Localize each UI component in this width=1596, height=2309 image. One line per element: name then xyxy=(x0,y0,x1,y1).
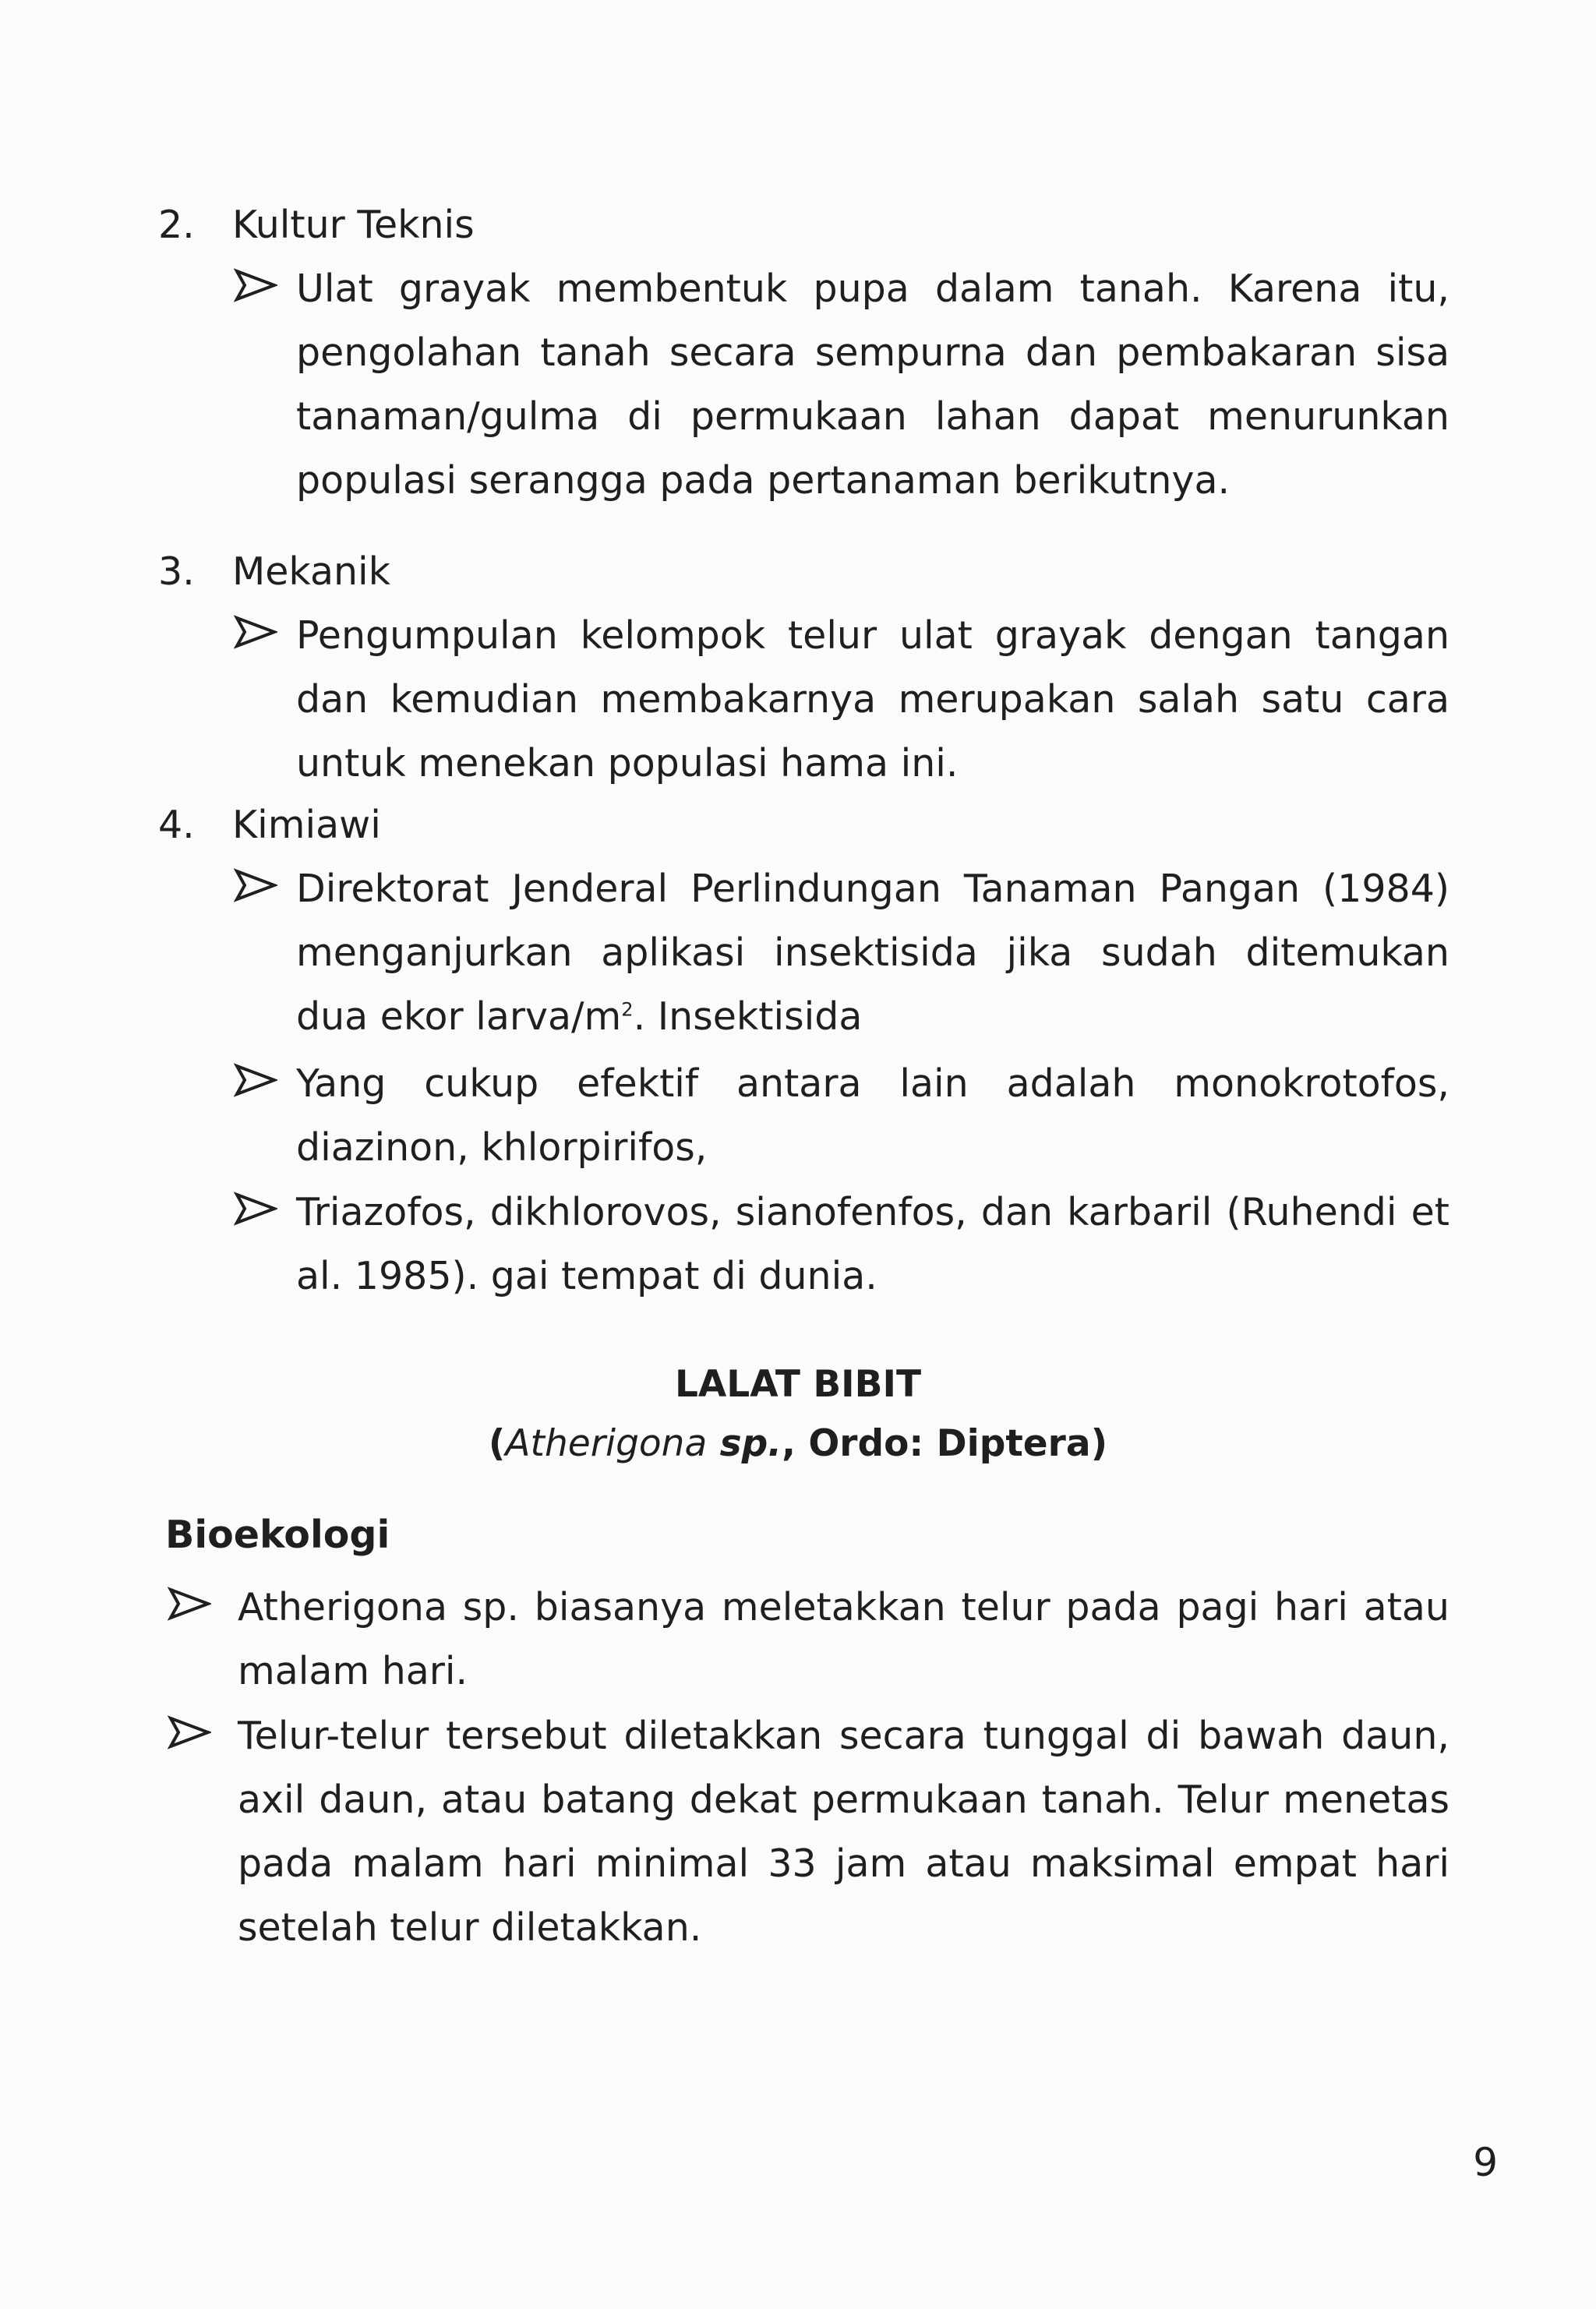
bullet-text-main: Direktorat Jenderal Perlindungan Tanaman Pangan (1984) menganjurkan aplikasi insektisida jika sudah ditemukan dua ekor larva/m xyxy=(296,867,1449,1039)
bullet-text: Yang cukup efektif antara lain adalah monokrotofos, diazinon, khlorpirifos, xyxy=(296,1061,1449,1170)
bullet-text-tail: . Insektisida xyxy=(633,994,863,1039)
superscript: 2 xyxy=(621,998,634,1021)
section-number: 2. xyxy=(158,203,195,247)
section-number: 4. xyxy=(158,803,195,847)
arrowhead-bullet-icon xyxy=(168,1587,213,1622)
arrowhead-bullet-icon xyxy=(234,868,279,904)
bullet-text: Pengumpulan kelompok telur ulat grayak dengan tangan dan kemudian membakarnya merupakan salah satu cara untuk menekan populasi hama ini. xyxy=(296,613,1449,786)
section-title: Kimiawi xyxy=(232,803,381,847)
arrowhead-bullet-icon xyxy=(234,1063,279,1099)
subtitle-genus: Atherigona xyxy=(505,1422,708,1465)
bullet-text: Ulat grayak membentuk pupa dalam tanah. Karena itu, pengolahan tanah secara sempurna dan pembakaran sisa tanaman/gulma di permukaan lahan dapat menurunkan populasi serangga pada pertanaman berikutnya. xyxy=(296,267,1449,503)
page-number: 9 xyxy=(1473,2140,1498,2185)
arrowhead-bullet-icon xyxy=(168,1715,213,1751)
arrowhead-bullet-icon xyxy=(234,615,279,651)
species-title: LALAT BIBIT xyxy=(674,1363,922,1406)
bullet-text: Telur-telur tersebut diletakkan secara tunggal di bawah daun, axil daun, atau batang dekat permukaan tanah. Telur menetas pada malam hari minimal 33 jam atau maksimal empat hari setelah telur diletakkan. xyxy=(238,1714,1449,1950)
section-heading-kimiawi xyxy=(158,793,381,857)
bullet-text xyxy=(296,857,1449,1049)
section-title: Kultur Teknis xyxy=(232,203,475,247)
section-number: 3. xyxy=(158,549,195,594)
section-heading-mekanik xyxy=(158,540,390,604)
section-title: Mekanik xyxy=(232,549,391,594)
species-subtitle xyxy=(0,1417,1596,1471)
bullet-text: Atherigona sp. biasanya meletakkan telur pada pagi hari atau malam hari. xyxy=(238,1585,1449,1693)
subtitle-sp: sp. xyxy=(719,1422,782,1465)
arrowhead-bullet-icon xyxy=(234,1192,279,1227)
section-heading-kultur-teknis xyxy=(158,193,475,257)
bioekologi-heading: Bioekologi xyxy=(165,1513,390,1557)
bullet-text: Triazofos, dikhlorovos, sianofenfos, dan karbaril (Ruhendi et al. 1985). gai tempat di dunia. xyxy=(296,1190,1449,1298)
subtitle-open-paren: ( xyxy=(488,1422,506,1465)
subtitle-order: , Ordo: Diptera) xyxy=(782,1422,1108,1465)
arrowhead-bullet-icon xyxy=(234,268,279,304)
